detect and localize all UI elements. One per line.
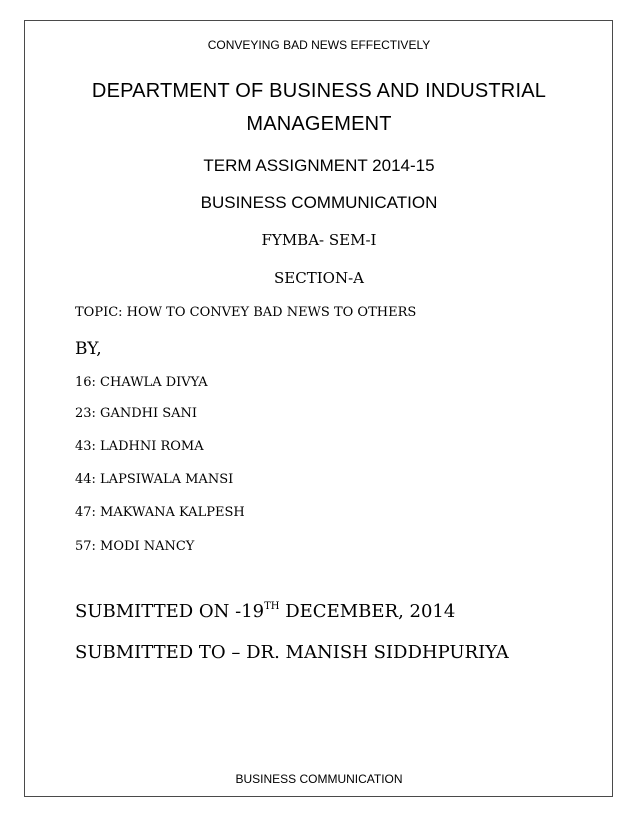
by-label: BY, — [75, 339, 102, 359]
page-header: CONVEYING BAD NEWS EFFECTIVELY — [207, 38, 431, 52]
class-name: FYMBA- SEM-I — [261, 231, 377, 249]
submitted-on-prefix: SUBMITTED ON -19 — [75, 601, 265, 622]
term-assignment: TERM ASSIGNMENT 2014-15 — [203, 156, 435, 175]
page-footer: BUSINESS COMMUNICATION — [235, 772, 403, 786]
member-item: 44: LAPSIWALA MANSI — [75, 472, 234, 487]
member-item: 43: LADHNI ROMA — [75, 439, 204, 454]
submitted-on — [75, 601, 455, 622]
course-name: BUSINESS COMMUNICATION — [200, 193, 438, 212]
submitted-to: SUBMITTED TO – DR. MANISH SIDDHPURIYA — [75, 642, 509, 663]
member-item: 57: MODI NANCY — [75, 539, 195, 554]
submitted-on-superscript: TH — [264, 601, 280, 612]
section-name: SECTION-A — [274, 269, 364, 287]
submitted-on-suffix: DECEMBER, 2014 — [279, 601, 456, 622]
member-item: 23: GANDHI SANI — [75, 406, 198, 421]
department-title-line-1: DEPARTMENT OF BUSINESS AND INDUSTRIAL — [91, 80, 547, 102]
member-item: 16: CHAWLA DIVYA — [75, 375, 208, 390]
member-item: 47: MAKWANA KALPESH — [75, 505, 245, 520]
department-title-line-2: MANAGEMENT — [246, 113, 392, 135]
topic: TOPIC: HOW TO CONVEY BAD NEWS TO OTHERS — [75, 305, 417, 320]
